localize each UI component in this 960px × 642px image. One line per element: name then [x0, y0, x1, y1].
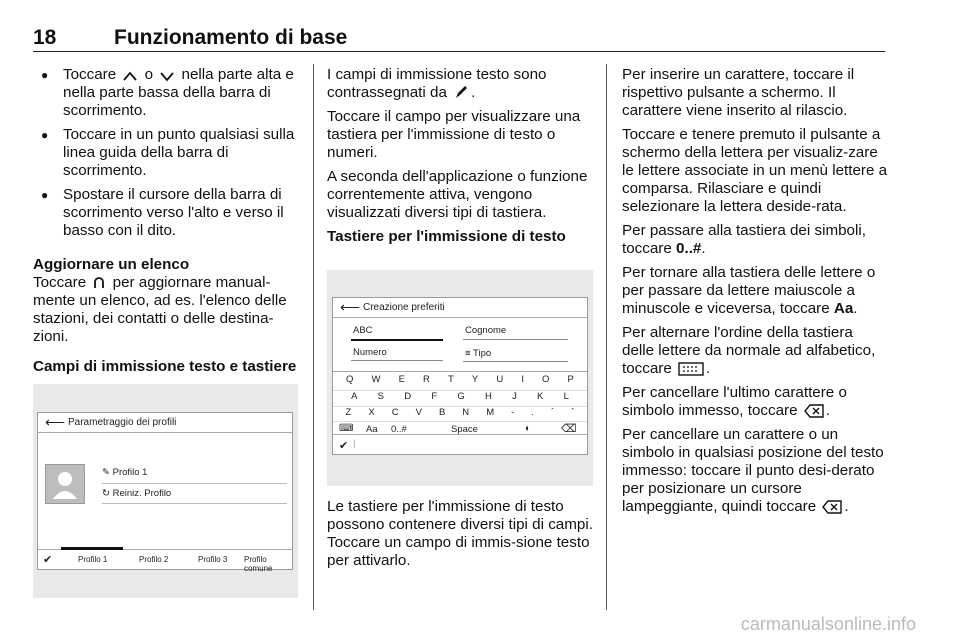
fields-heading: Campi di immissione testo e tastiere: [33, 358, 297, 375]
chevron-down-icon: [159, 70, 175, 82]
key[interactable]: S: [377, 391, 385, 402]
chevron-up-icon: [122, 70, 138, 82]
scroll-bullets: [33, 66, 301, 240]
bullet-item: ● Spostare il cursore della barra di scorrimento verso l'alto e verso il basso con il dito.: [33, 186, 301, 240]
key[interactable]: E: [398, 374, 405, 385]
column-divider: [606, 64, 607, 610]
backspace-icon: [804, 404, 824, 418]
keyboard: [333, 371, 587, 435]
key[interactable]: M: [486, 407, 495, 418]
keyboard-row-2: [333, 390, 587, 402]
paragraph: Per tornare alla tastiera delle lettere o per passare da lettere maiuscole a minuscole e viceversa, toccare Aa.: [622, 264, 876, 317]
keyboard-screen: ⟵ Creazione preferiti ABC Cognome Numero ≡ Tipo Q W E R T Y U I O P A S D F G H J K L Z X C V B N M - . ´ ` ⌨ Aa 0..# Space ◐ ⌫ ✔ |: [332, 297, 588, 455]
keyboard-row-4: [333, 421, 587, 436]
keyboard-layout-icon[interactable]: ⌨: [339, 423, 354, 434]
key[interactable]: Q: [346, 374, 354, 385]
case-toggle-key[interactable]: Aa: [366, 424, 378, 435]
backspace-icon: [822, 500, 842, 514]
key[interactable]: C: [391, 407, 399, 418]
key[interactable]: P: [567, 374, 574, 385]
update-heading: Aggiornare un elenco: [33, 256, 190, 273]
column-2-bottom: [327, 498, 595, 576]
paragraph: Toccare il campo per visualizzare una tastiera per l'immissione di testo o numeri.: [327, 108, 581, 161]
column-2: [327, 66, 595, 252]
paragraph: Le tastiere per l'immissione di testo possono contenere diversi tipi di campi. Toccare un campo di immis-sione testo per attivarlo.: [327, 498, 593, 569]
key[interactable]: B: [438, 407, 446, 418]
tab-profile-common[interactable]: Profilo comune: [244, 555, 273, 573]
paragraph: Per cancellare un carattere o un simbolo in qualsiasi posizione del testo immesso: toccare il punto desi-derato per posizionare un cursore lampeggiante, quindi toccare .: [622, 426, 884, 515]
tab-profile-2[interactable]: Profilo 2: [139, 555, 169, 564]
key[interactable]: U: [496, 374, 504, 385]
page-header: [33, 26, 885, 52]
paragraph: Toccare e tenere premuto il pulsante a schermo della lettera per visualiz-zare le lettere associate in un menù lettere a comparsa. Rilasciare e quindi selezionare la lettera deside-rata.: [622, 126, 888, 215]
screen-title: Creazione preferiti: [363, 302, 445, 313]
key[interactable]: T: [448, 374, 454, 385]
keyboard-row-3: [333, 406, 587, 418]
list-icon: ≡: [465, 348, 471, 359]
tab-profile-1[interactable]: Profilo 1: [78, 555, 108, 564]
reset-profile-button[interactable]: ↻ Reiniz. Profilo: [102, 488, 172, 499]
column-divider: [313, 64, 314, 610]
key[interactable]: F: [431, 391, 438, 402]
bullet-item: ● Toccare in un punto qualsiasi sulla linea guida della barra di scorrimento.: [33, 126, 301, 180]
key[interactable]: -: [511, 407, 515, 418]
column-3: [622, 66, 888, 522]
keyboards-heading: Tastiere per l'immissione di testo: [327, 228, 566, 245]
paragraph: Per passare alla tastiera dei simboli, toccare 0..#.: [622, 222, 866, 257]
key[interactable]: N: [462, 407, 470, 418]
confirm-check-icon[interactable]: ✔: [339, 440, 349, 452]
profile-tabs: [38, 549, 292, 573]
profile-name-field[interactable]: ✎ Profilo 1: [102, 467, 148, 478]
key[interactable]: D: [404, 391, 412, 402]
field-numero[interactable]: Numero: [353, 347, 387, 358]
screenshot-keyboard: [327, 270, 593, 486]
key[interactable]: I: [521, 374, 524, 385]
key[interactable]: .: [531, 407, 534, 418]
key[interactable]: W: [371, 374, 381, 385]
key[interactable]: `: [571, 407, 575, 418]
confirm-check-icon[interactable]: ✔: [43, 554, 53, 566]
column-1: [33, 66, 301, 382]
key[interactable]: G: [457, 391, 465, 402]
key[interactable]: R: [423, 374, 430, 385]
field-abc[interactable]: ABC: [353, 325, 373, 336]
profiles-screen: [37, 412, 293, 573]
key[interactable]: L: [563, 391, 569, 402]
backspace-icon[interactable]: ⌫: [561, 423, 577, 435]
user-silhouette-icon: [46, 465, 84, 503]
symbols-key[interactable]: 0..#: [391, 424, 407, 435]
paragraph: Per cancellare l'ultimo carattere o simbolo immesso, toccare .: [622, 384, 847, 419]
avatar-placeholder: [45, 464, 85, 504]
key[interactable]: J: [512, 391, 517, 402]
back-arrow-icon: ⟵: [45, 414, 66, 430]
watermark: carmanualsonline.info: [740, 614, 916, 634]
keyboard-layout-icon: [678, 362, 704, 376]
key[interactable]: V: [415, 407, 422, 418]
refresh-icon: [92, 276, 106, 290]
field-cognome[interactable]: Cognome: [465, 325, 507, 336]
key[interactable]: K: [537, 391, 544, 402]
paragraph: Per alternare l'ordine della tastiera delle lettere da normale ad alfabetico, toccare .: [622, 324, 876, 377]
bullet-item: ● Toccare o nella parte alta e nella parte bassa della barra di scorrimento.: [33, 66, 301, 120]
tab-profile-3[interactable]: Profilo 3: [198, 555, 228, 564]
pencil-icon: [453, 84, 469, 100]
keyboard-row-1: [333, 374, 587, 385]
paragraph: I campi di immissione testo sono contrassegnati da .: [327, 66, 547, 101]
screen-title: Parametraggio dei profili: [68, 417, 177, 428]
key[interactable]: A: [351, 391, 358, 402]
field-tipo[interactable]: ≡ Tipo: [465, 348, 492, 359]
space-key[interactable]: Space: [451, 424, 478, 435]
page-number: 18: [33, 26, 57, 49]
page-title: Funzionamento di base: [114, 26, 348, 49]
key[interactable]: ´: [550, 407, 555, 418]
reset-icon: ↻: [102, 488, 110, 499]
pencil-icon: ✎: [102, 467, 110, 478]
key[interactable]: X: [368, 407, 375, 418]
paragraph: Per inserire un carattere, toccare il rispettivo pulsante a schermo. Il carattere viene inserito al rilascio.: [622, 66, 855, 119]
back-arrow-icon: ⟵: [340, 299, 361, 315]
key[interactable]: O: [542, 374, 550, 385]
key[interactable]: H: [484, 391, 492, 402]
screenshot-profiles: [33, 384, 298, 598]
language-icon[interactable]: ◐: [525, 423, 531, 434]
update-paragraph: Toccare per aggiornare manual-mente un elenco, ad es. l'elenco delle stazioni, dei contatti o delle destina-zioni.: [33, 274, 287, 345]
paragraph: A seconda dell'applicazione o funzione correntemente attiva, vengono visualizzati diversi tipi di tastiera.: [327, 168, 588, 221]
key[interactable]: Z: [345, 407, 352, 418]
key[interactable]: Y: [471, 374, 479, 385]
